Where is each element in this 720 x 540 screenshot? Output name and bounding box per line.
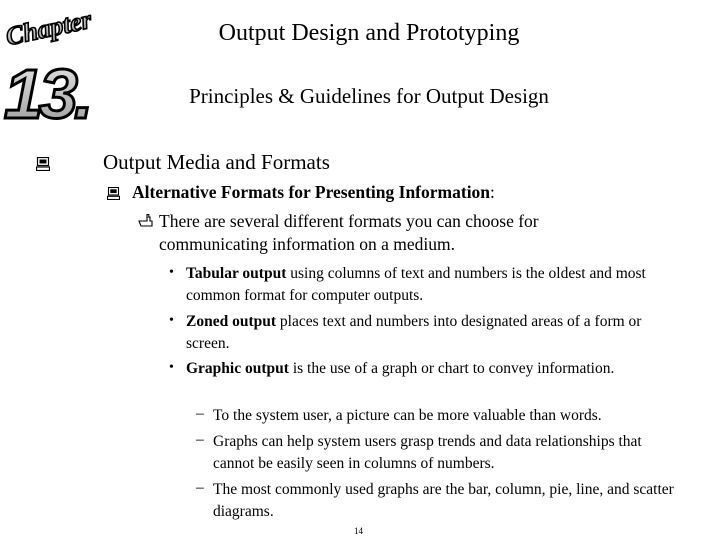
bullet-graphic [186, 358, 676, 380]
logo-number-text: 13. [4, 55, 90, 128]
bullet-description: places text and numbers into designated areas of a form or screen. [186, 313, 642, 352]
bullet-term: Tabular output [186, 265, 287, 282]
chapter-13-logo [2, 4, 102, 128]
page-number: 14 [354, 526, 363, 536]
bullet-dot: • [169, 360, 174, 375]
level2-heading [132, 182, 495, 203]
bullet-description: is the use of a graph or chart to convey information. [288, 360, 615, 377]
bullet-tabular [186, 263, 676, 306]
dash-mark: – [196, 405, 204, 422]
level3-text: There are several different formats you can choose for communicating information on a medium. [159, 211, 539, 254]
level2-heading-text: Alternative Formats for Presenting Information [132, 182, 491, 202]
level1-heading: Output Media and Formats [103, 150, 330, 174]
level2-colon: : [490, 182, 495, 202]
slide-subtitle: Principles & Guidelines for Output Design [189, 84, 549, 108]
subitem-picture: To the system user, a picture can be more valuable than words. [213, 407, 602, 424]
dash-mark: – [196, 479, 204, 496]
computer-icon [107, 187, 120, 200]
subitem-graphs-trends: Graphs can help system users grasp trends and data relationships that cannot be easily seen in columns of numbers. [213, 433, 642, 472]
bullet-dot: • [169, 313, 174, 328]
bullet-dot: • [169, 265, 174, 280]
computer-icon [36, 157, 50, 171]
logo-chapter-text: Chapter [3, 4, 95, 52]
slide-title: Output Design and Prototyping [218, 20, 520, 46]
dash-mark: – [196, 431, 204, 448]
bullet-description: using columns of text and numbers is the oldest and most common format for computer outputs. [186, 265, 646, 304]
bullet-term: Zoned output [186, 313, 277, 330]
bullet-term: Graphic output [186, 360, 289, 377]
subitem-common-graphs: The most commonly used graphs are the bar, column, pie, line, and scatter diagrams. [213, 481, 674, 520]
bullet-zoned [186, 311, 676, 354]
pointing-hand-icon [138, 213, 154, 227]
